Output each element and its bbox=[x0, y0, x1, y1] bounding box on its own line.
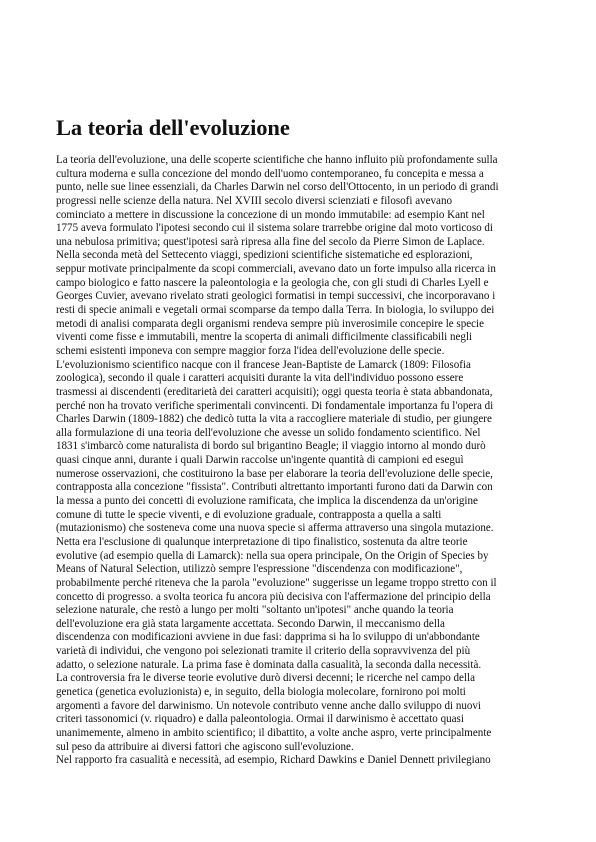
text-line: dell'evoluzione era già stata largamente accettata. Secondo Darwin, il meccanismo della bbox=[56, 617, 445, 630]
text-line: una nebulosa primitiva; quest'ipotesi sarà ripresa alla fine del secolo da Pierre Simon de Laplace. bbox=[56, 235, 485, 248]
text-line: schemi esistenti imponeva con sempre maggior forza l'idea dell'evoluzione delle specie. bbox=[56, 344, 445, 357]
text-line: comune di tutte le specie viventi, e di evoluzione graduale, contrapposta a quella a salti bbox=[56, 508, 442, 521]
body-text bbox=[56, 154, 540, 768]
text-line: punto, nelle sue linee essenziali, da Charles Darwin nel corso dell'Ottocento, in un periodo di grandi bbox=[56, 181, 499, 194]
text-line: cultura moderna e sulla concezione del mondo dell'uomo contemporaneo, fu concepita e messa a bbox=[56, 167, 484, 180]
text-line: Georges Cuvier, avevano rivelato strati geologici formatisi in tempi successivi, che incorporavano i bbox=[56, 290, 496, 303]
text-line: Nella seconda metà del Settecento viaggi, spedizioni scientifiche sistematiche ed esplorazioni, bbox=[56, 249, 473, 262]
text-line: resti di specie animali e vegetali ormai scomparse da tempo dalla Terra. In biologia, lo sviluppo dei bbox=[56, 304, 495, 317]
text-line: La teoria dell'evoluzione, una delle scoperte scientifiche che hanno influito più profondamente sulla bbox=[56, 154, 498, 166]
text-line: viventi come fisse e immutabili, mentre la scoperta di animali difficilmente classificabili negli bbox=[56, 331, 473, 344]
text-line: argomenti a favore del darwinismo. Un notevole contributo venne anche dallo sviluppo di nuovi bbox=[56, 699, 481, 712]
text-line: metodi di analisi comparata degli organismi rendeva sempre più inverosimile concepire le specie bbox=[56, 317, 485, 330]
text-line: criteri tassonomici (v. riquadro) e dalla paleontologia. Ormai il darwinismo è accettato quasi bbox=[56, 713, 464, 726]
text-line: Means of Natural Selection, utilizzò sempre l'espressione "discendenza con modificazione", bbox=[56, 563, 463, 576]
text-line: numerose osservazioni, che costituirono la base per elaborare la teoria dell'evoluzione delle specie, bbox=[56, 467, 493, 480]
text-line: selezione naturale, che restò a lungo per molti "soltanto un'ipotesi" anche quando la teoria bbox=[56, 604, 454, 617]
text-line: alla formulazione di una teoria dell'evoluzione che avesse un solido fondamento scientifico. Nel bbox=[56, 426, 481, 439]
text-line: contrapposta alla concezione "fissista". Contributi altrettanto importanti furono dati da Darwin con bbox=[56, 481, 493, 494]
text-line: evolutive (ad esempio quella di Lamarck): nella sua opera principale, On the Origin of Species by bbox=[56, 549, 489, 562]
text-line: adatto, o selezione naturale. La prima fase è dominata dalla casualità, la seconda dalla necessità. bbox=[56, 658, 482, 671]
text-line: campo biologico e fatto nascere la paleontologia e la geologia che, con gli studi di Charles Lyell e bbox=[56, 276, 489, 289]
text-line: zoologica), secondo il quale i caratteri acquisiti durante la vita dell'individuo possono essere bbox=[56, 372, 464, 385]
text-line: sul peso da attribuire ai diversi fattori che agiscono sull'evoluzione. bbox=[56, 740, 354, 753]
text-line: trasmessi ai discendenti (ereditarietà dei caratteri acquisiti); oggi questa teoria è stata abbandonata, bbox=[56, 385, 493, 398]
text-line: unanimemente, almeno in ambito scientifico; il dibattito, a volte anche aspro, verte principalmente bbox=[56, 726, 492, 739]
text-line: L'evoluzionismo scientifico nacque con il francese Jean-Baptiste de Lamarck (1809: Filosofia bbox=[56, 358, 471, 371]
text-line: quasi cinque anni, durante i quali Darwin raccolse un'ingente quantità di campioni ed eseguì bbox=[56, 454, 464, 467]
text-line: progressi nelle scienze della natura. Nel XVIII secolo diversi scienziati e filosofi avevano bbox=[56, 194, 452, 207]
text-line: (mutazionismo) che sosteneva come una nuova specie si afferma attraverso una singola mutazione. bbox=[56, 522, 494, 535]
text-line: concetto di progresso. a svolta teorica fu ancora più decisiva con l'affermazione del principio della bbox=[56, 590, 491, 603]
text-line: Nel rapporto fra casualità e necessità, ad esempio, Richard Dawkins e Daniel Dennett privilegiano bbox=[56, 754, 491, 767]
text-line: la messa a punto dei concetti di evoluzione ramificata, che implica la discendenza da un'origine bbox=[56, 495, 478, 508]
text-line: discendenza con modificazioni avviene in due fasi: dapprima si ha lo sviluppo di un'abbondante bbox=[56, 631, 480, 644]
text-line: varietà di individui, che vengono poi selezionati tramite il criterio della sopravvivenza del più bbox=[56, 645, 471, 658]
text-line: Charles Darwin (1809-1882) che dedicò tutta la vita a raccogliere materiale di studio, per giungere bbox=[56, 413, 492, 426]
text-line: genetica (genetica evoluzionista) e, in seguito, della biologia molecolare, fornirono poi molti bbox=[56, 685, 466, 698]
text-line: 1775 aveva formulato l'ipotesi secondo cui il sistema solare trarrebbe origine dal moto vorticoso di bbox=[56, 222, 493, 235]
text-line: 1831 s'imbarcò come naturalista di bordo sul brigantino Beagle; il viaggio intorno al mondo durò bbox=[56, 440, 486, 453]
text-line: La controversia fra le diverse teorie evolutive durò diversi decenni; le ricerche nel campo della bbox=[56, 672, 475, 685]
page-title: La teoria dell'evoluzione bbox=[56, 115, 290, 140]
text-line: Netta era l'esclusione di qualunque interpretazione di tipo finalistico, sostenuta da altre teorie bbox=[56, 535, 468, 548]
text-line: probabilmente perché riteneva che la parola "evoluzione" suggerisse un legame troppo stretto con il bbox=[56, 576, 497, 589]
text-line: seppur motivate principalmente da scopi commerciali, avevano dato un forte impulso alla ricerca in bbox=[56, 263, 496, 276]
text-line: perché non ha trovato verifiche sperimentali convincenti. Di fondamentale importanza fu l'opera di bbox=[56, 399, 494, 412]
text-line: cominciato a mettere in discussione la concezione di un mondo immutabile: ad esempio Kant nel bbox=[56, 208, 485, 221]
